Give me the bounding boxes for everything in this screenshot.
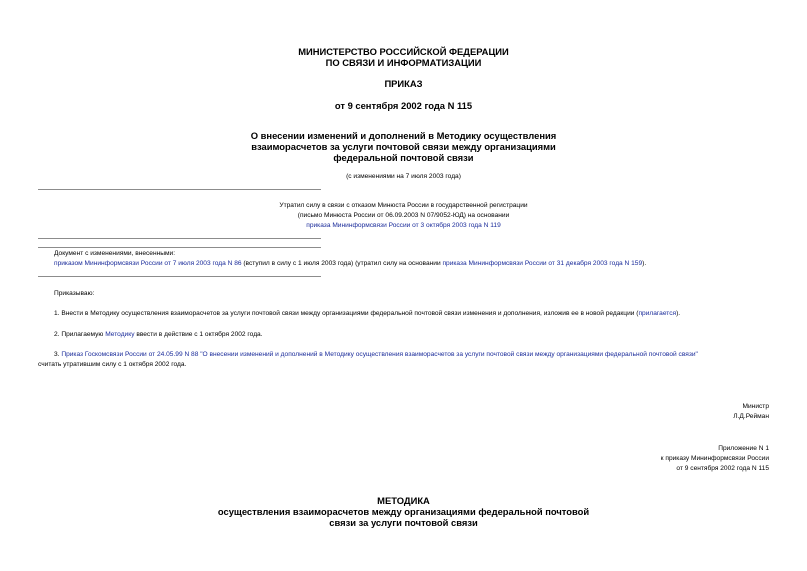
appendix-date: от 9 сентября 2002 года N 115 <box>676 465 769 472</box>
signature-name: Л.Д.Рейман <box>733 413 769 420</box>
signature-position: Министр <box>742 403 769 410</box>
separator-line <box>38 238 321 239</box>
separator-line <box>38 247 321 248</box>
changes-list <box>54 259 646 269</box>
order-item-3-continuation: считать утратившим силу с 1 октября 2002 года. <box>38 361 187 368</box>
invalidation-line2: (письмо Минюста России от 06.09.2003 N 07/9052-ЮД) на основании <box>297 212 510 219</box>
amendment-note-end: ). <box>642 260 647 267</box>
document-date: от 9 сентября 2002 года N 115 <box>334 100 473 111</box>
changes-intro: Документ с изменениями, внесенными: <box>54 250 176 257</box>
order-item-3 <box>54 350 698 360</box>
order-item-1-text: 1. Внести в Методику осуществления взаиморасчетов за услуги почтовой связи между организациями федеральной почтовой связи изменения и дополнения, изложив ее в новой редакции ( <box>54 310 639 317</box>
separator-line <box>38 189 321 190</box>
attachment-link[interactable]: прилагается <box>638 310 677 317</box>
document-title-line3: федеральной почтовой связи <box>333 152 474 163</box>
amendment-link[interactable]: приказом Мининформсвязи России от 7 июля 2003 года N 86 <box>54 260 242 267</box>
document-title-line1: О внесении изменений и дополнений в Методику осуществления <box>250 130 557 141</box>
appendix-reference: к приказу Мининформсвязи России <box>660 455 769 462</box>
order-item-1 <box>54 309 680 319</box>
ministry-name-line2: ПО СВЯЗИ И ИНФОРМАТИЗАЦИИ <box>325 57 482 68</box>
order-item-2 <box>54 330 263 340</box>
document-title-line2: взаиморасчетов за услуги почтовой связи между организациями <box>251 141 556 152</box>
invalidation-line1: Утратил силу в связи с отказом Минюста России в государственной регистрации <box>279 202 528 209</box>
order-word: Приказываю: <box>54 290 95 297</box>
order-item-2-post: ввести в действие с 1 октября 2002 года. <box>134 331 263 338</box>
order-item-3-pre: 3. <box>54 351 62 358</box>
methodology-subtitle-line2: связи за услуги почтовой связи <box>329 517 478 528</box>
ministry-name-line1: МИНИСТЕРСТВО РОССИЙСКОЙ ФЕДЕРАЦИИ <box>298 46 509 57</box>
methodology-subtitle-line1: осуществления взаиморасчетов между организациями федеральной почтовой <box>217 506 590 517</box>
appendix-number: Приложение N 1 <box>718 445 769 452</box>
methodology-link[interactable]: Методику <box>105 331 135 338</box>
invalidation-link[interactable]: приказа Мининформсвязи России от 3 октября 2003 года N 119 <box>306 222 501 229</box>
superseded-order-link[interactable]: Приказ Госкомсвязи России от 24.05.99 N 88 "О внесении изменений и дополнений в Методику осуществления взаиморасчетов за услуги почтовой связи между организациями федеральной почтовой связи" <box>61 351 698 358</box>
document-type: ПРИКАЗ <box>384 78 423 89</box>
revision-note: (с изменениями на 7 июля 2003 года) <box>346 173 461 180</box>
amendment-note: (вступил в силу с 1 июля 2003 года) (утратил силу на основании <box>241 260 443 267</box>
separator-line <box>38 276 321 277</box>
methodology-title: МЕТОДИКА <box>377 495 430 506</box>
order-item-1-end: ). <box>676 310 681 317</box>
cancellation-link[interactable]: приказа Мининформсвязи России от 31 декабря 2003 года N 159 <box>442 260 643 267</box>
order-item-2-pre: 2. Прилагаемую <box>54 331 106 338</box>
